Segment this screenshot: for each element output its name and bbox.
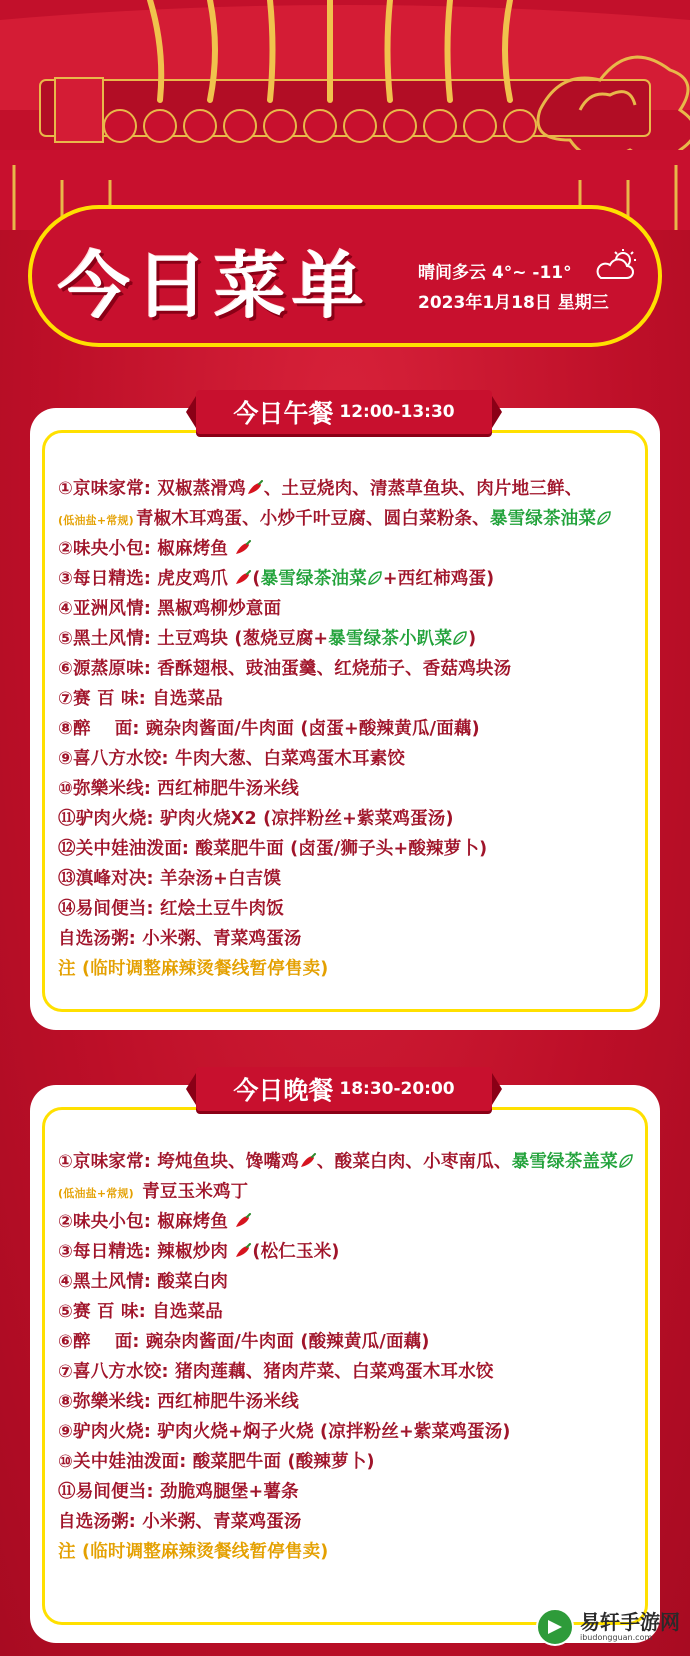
notice-text: 注 (临时调整麻辣烫餐线暂停售卖): [58, 959, 329, 979]
green-dish-text: 暴雪绿茶油菜: [489, 509, 597, 529]
dinner-menu-item: [58, 1477, 658, 1507]
lunch-menu-item: [58, 894, 658, 924]
menu-item-text: 自选汤粥: 小米粥、青菜鸡蛋汤: [58, 929, 302, 949]
menu-item-text: +西红柿鸡蛋): [382, 569, 495, 589]
menu-item-text: ⑤赛 百 味: 自选菜品: [58, 1302, 223, 1322]
menu-item-text: 自选汤粥: 小米粥、青菜鸡蛋汤: [58, 1512, 302, 1532]
menu-item-text: ⑪易间便当: 劲脆鸡腿堡+薯条: [58, 1482, 299, 1502]
lunch-menu-item: [58, 714, 658, 744]
dinner-menu-list: [58, 1147, 658, 1567]
dinner-menu-item: [58, 1297, 658, 1327]
lunch-menu-item: [58, 924, 658, 954]
lunch-menu-item: [58, 744, 658, 774]
menu-item-text: ⑬滇峰对决: 羊杂汤+白吉馍: [58, 869, 282, 889]
lunch-menu-item: [58, 834, 658, 864]
menu-item-text: ②味央小包: 椒麻烤鱼: [58, 1212, 235, 1232]
lunch-menu-item: [58, 804, 658, 834]
menu-item-text: ⑧弥樂米线: 西红柿肥牛汤米线: [58, 1392, 299, 1412]
menu-item-text: ): [468, 629, 477, 649]
green-dish-text: 暴雪绿茶盖菜: [511, 1152, 618, 1172]
dinner-menu-item: [58, 1237, 658, 1267]
menu-item-text: ⑩弥樂米线: 西红柿肥牛汤米线: [58, 779, 299, 799]
menu-item-text: ③每日精选: 辣椒炒肉: [58, 1242, 235, 1262]
menu-item-text: ⑨喜八方水饺: 牛肉大葱、白菜鸡蛋木耳素饺: [58, 749, 406, 769]
lunch-menu-item: [58, 564, 658, 594]
menu-item-text: ⑪驴肉火烧: 驴肉火烧X2 (凉拌粉丝+紫菜鸡蛋汤): [58, 809, 454, 829]
lunch-menu-item: [58, 534, 658, 564]
lunch-menu-item: [58, 654, 658, 684]
diet-tag: (低油盐+常规): [58, 1187, 134, 1200]
weather-text: 晴间多云 4°~ -11°: [418, 263, 572, 283]
menu-item-text: ①京味家常: 垮炖鱼块、馋嘴鸡: [58, 1152, 299, 1172]
chili-pepper-icon: [234, 570, 252, 586]
menu-item-text: ④亚洲风情: 黑椒鸡柳炒意面: [58, 599, 282, 619]
dinner-menu-item: [58, 1387, 658, 1417]
dinner-menu-item: [58, 1267, 658, 1297]
dinner-menu-item: [58, 1357, 658, 1387]
diet-tag: (低油盐+常规): [58, 514, 134, 527]
green-dish-text: 暴雪绿茶小趴菜: [328, 629, 453, 649]
menu-item-text: 、土豆烧肉、清蒸草鱼块、肉片地三鲜、: [263, 479, 583, 499]
lunch-menu-item: [58, 474, 658, 504]
menu-item-text: ⑦喜八方水饺: 猪肉莲藕、猪肉芹菜、白菜鸡蛋木耳水饺: [58, 1362, 494, 1382]
leaf-icon: [596, 510, 612, 526]
lunch-menu-item: [58, 684, 658, 714]
menu-item-text: (松仁玉米): [252, 1242, 340, 1262]
dinner-title: 今日晚餐: [233, 1076, 334, 1105]
dinner-ribbon: [196, 1067, 492, 1111]
chili-pepper-icon: [234, 1243, 252, 1259]
lunch-title: 今日午餐: [233, 399, 334, 428]
menu-item-text: ⑨驴肉火烧: 驴肉火烧+焖子火烧 (凉拌粉丝+紫菜鸡蛋汤): [58, 1422, 511, 1442]
watermark-url: ibudongguan.com: [580, 1633, 653, 1642]
leaf-icon: [367, 570, 383, 586]
menu-item-text: ⑤黑土风情: 土豆鸡块 (葱烧豆腐+: [58, 629, 329, 649]
menu-item-text: ③每日精选: 虎皮鸡爪: [58, 569, 235, 589]
lunch-menu-item: [58, 954, 658, 984]
chili-pepper-icon: [246, 480, 264, 496]
page-title: 今日菜单: [58, 244, 371, 328]
lunch-menu-list: [58, 474, 658, 984]
lunch-menu-item: [58, 594, 658, 624]
lunch-menu-item: [58, 774, 658, 804]
lunch-menu-item: [58, 624, 658, 654]
notice-text: 注 (临时调整麻辣烫餐线暂停售卖): [58, 1542, 329, 1562]
menu-item-text: 青豆玉米鸡丁: [135, 1182, 249, 1202]
leaf-icon: [618, 1153, 634, 1169]
dinner-menu-item: [58, 1537, 658, 1567]
dinner-menu-item: [58, 1447, 658, 1477]
dinner-menu-item: [58, 1207, 658, 1237]
dinner-menu-item: [58, 1507, 658, 1537]
menu-item-text: ⑧醉 面: 豌杂肉酱面/牛肉面 (卤蛋+酸辣黄瓜/面藕): [58, 719, 480, 739]
lunch-menu-item: [58, 504, 658, 534]
dinner-menu-item: [58, 1177, 658, 1207]
menu-item-text: 青椒木耳鸡蛋、小炒千叶豆腐、圆白菜粉条、: [135, 509, 490, 529]
menu-item-text: ①京味家常: 双椒蒸滑鸡: [58, 479, 246, 499]
dinner-time: 18:30-20:00: [339, 1079, 455, 1099]
watermark-name: 易轩手游网: [580, 1610, 680, 1634]
site-logo-icon: [536, 1608, 574, 1646]
menu-item-text: ②味央小包: 椒麻烤鱼: [58, 539, 235, 559]
menu-item-text: ⑥醉 面: 豌杂肉酱面/牛肉面 (酸辣黄瓜/面藕): [58, 1332, 430, 1352]
menu-item-text: ⑭易间便当: 红烩土豆牛肉饭: [58, 899, 284, 919]
menu-item-text: 、酸菜白肉、小枣南瓜、: [316, 1152, 512, 1172]
menu-item-text: ⑥源蒸原味: 香酥翅根、豉油蛋羹、红烧茄子、香菇鸡块汤: [58, 659, 512, 679]
lunch-menu-item: [58, 864, 658, 894]
date-text: 2023年1月18日 星期三: [418, 293, 609, 313]
green-dish-text: 暴雪绿茶油菜: [260, 569, 367, 589]
menu-item-text: ④黑土风情: 酸菜白肉: [58, 1272, 229, 1292]
chili-pepper-icon: [299, 1153, 317, 1169]
dinner-menu-item: [58, 1417, 658, 1447]
chili-pepper-icon: [234, 540, 252, 556]
dinner-menu-item: [58, 1327, 658, 1357]
menu-item-text: ⑫关中娃油泼面: 酸菜肥牛面 (卤蛋/狮子头+酸辣萝卜): [58, 839, 488, 859]
menu-item-text: ⑦赛 百 味: 自选菜品: [58, 689, 223, 709]
roof-decoration: [0, 0, 690, 230]
leaf-icon: [452, 630, 468, 646]
site-watermark[interactable]: [536, 1598, 690, 1656]
lunch-time: 12:00-13:30: [339, 402, 455, 422]
menu-item-text: ⑩关中娃油泼面: 酸菜肥牛面 (酸辣萝卜): [58, 1452, 375, 1472]
chili-pepper-icon: [234, 1213, 252, 1229]
menu-item-text: (: [252, 569, 261, 589]
dinner-menu-item: [58, 1147, 658, 1177]
partly-cloudy-icon: [593, 248, 639, 282]
lunch-ribbon: [196, 390, 492, 434]
